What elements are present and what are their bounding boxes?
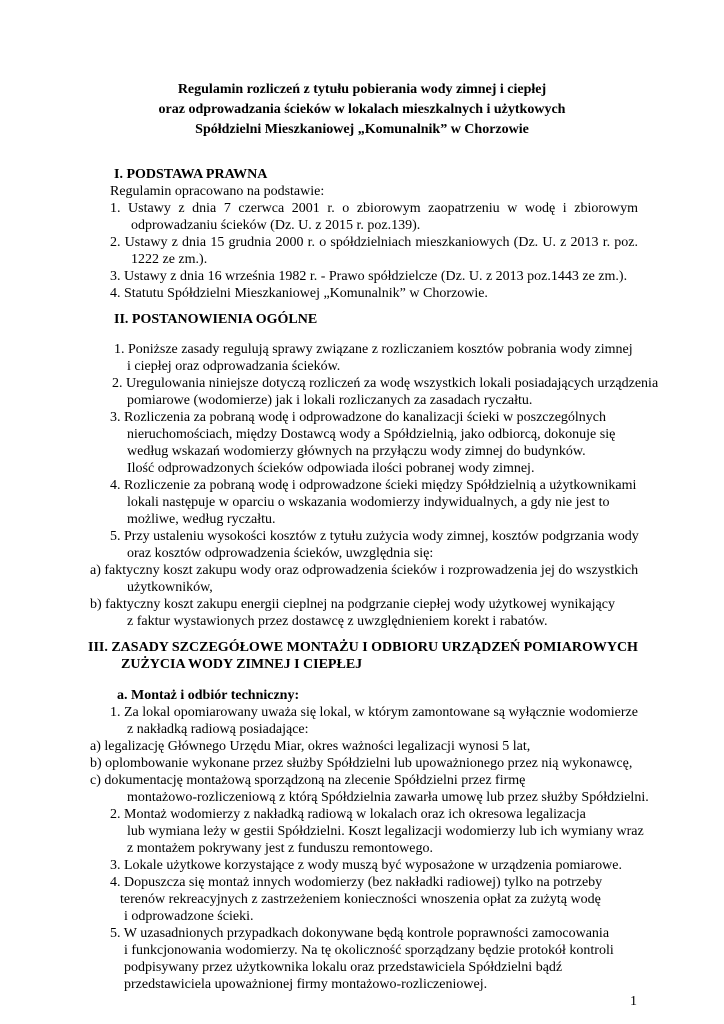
- s2-item-5b-line-1: b) faktyczny koszt zakupu energii cieplnej na podgrzanie ciepłej wody użytkowej wynikający: [90, 597, 615, 612]
- section-1-heading: I. PODSTAWA PRAWNA: [114, 167, 268, 182]
- s2-item-2-line-2: pomiarowe (wodomierze) jak i lokali rozliczanych za zasadach ryczałtu.: [127, 393, 533, 408]
- s3-item-2-line-3: z montażem pokrywany jest z funduszu remontowego.: [127, 841, 433, 856]
- s2-item-3-line-3: według wskazań wodomierzy głównych na przyłączu wody zimnej do budynków.: [127, 444, 586, 459]
- s1-item-4: 4. Statutu Spółdzielni Mieszkaniowej „Komunalnik” w Chorzowie.: [110, 286, 488, 301]
- s3-item-4-line-1: 4. Dopuszcza się montaż innych wodomierzy (bez nakładki radiowej) tylko na potrzeby: [110, 875, 603, 890]
- page-number: 1: [630, 994, 637, 1009]
- s2-item-1-line-1: 1. Poniższe zasady regulują sprawy związane z rozliczaniem kosztów pobrania wody zimnej: [114, 342, 633, 357]
- s1-item-1-line-2: odprowadzaniu ścieków (Dz. U. z 2015 r. poz.139).: [131, 218, 421, 233]
- s3-item-1a: a) legalizację Głównego Urzędu Miar, okres ważności legalizacji wynosi 5 lat,: [90, 739, 531, 754]
- s2-item-5a-line-2: użytkowników,: [127, 580, 213, 595]
- s3-item-5-line-1: 5. W uzasadnionych przypadkach dokonywane będą kontrole poprawności zamocowania: [110, 926, 610, 941]
- s3-item-5-line-3: podpisywany przez użytkownika lokalu oraz przedstawiciela Spółdzielni bądź: [124, 960, 563, 975]
- s2-item-2-line-1: 2. Uregulowania niniejsze dotyczą rozliczeń za wodę wszystkich lokali posiadających urządzenia: [112, 376, 659, 391]
- s3-item-5-line-4: przedstawiciela upoważnionej firmy montażowo-rozliczeniowej.: [124, 977, 488, 992]
- s1-item-2-line-1: 2. Ustawy z dnia 15 grudnia 2000 r. o spółdzielniach mieszkaniowych (Dz. U. z 2013 r. poz.: [110, 235, 638, 250]
- s1-item-3: 3. Ustawy z dnia 16 września 1982 r. - Prawo spółdzielcze (Dz. U. z 2013 poz.1443 ze zm.).: [110, 269, 628, 284]
- s3-item-3: 3. Lokale użytkowe korzystające z wody muszą być wyposażone w urządzenia pomiarowe.: [110, 858, 622, 873]
- s3-item-4-line-2: terenów rekreacyjnych z zastrzeżeniem konieczności wnoszenia opłat za zużytą wodę: [120, 892, 601, 907]
- s2-item-5a-line-1: a) faktyczny koszt zakupu wody oraz odprowadzenia ścieków i rozprowadzenia jej do wszystkich: [90, 563, 639, 578]
- doc-title-line-3: Spółdzielni Mieszkaniowej „Komunalnik” w Chorzowie: [195, 122, 529, 137]
- s3-item-1b: b) oplombowanie wykonane przez służby Spółdzielni lub upoważnionego przez nią wykonawcę,: [90, 756, 633, 771]
- section-3-heading-line-2: ZUŻYCIA WODY ZIMNEJ I CIEPŁEJ: [121, 657, 363, 672]
- s2-item-5-line-2: oraz kosztów odprowadzenia ścieków, uwzględnia się:: [127, 546, 434, 561]
- section-3-subheading: a. Montaż i odbiór techniczny:: [117, 688, 300, 703]
- s3-item-2-line-1: 2. Montaż wodomierzy z nakładką radiową w lokalach oraz ich okresowa legalizacja: [110, 807, 586, 822]
- s3-item-1-line-1: 1. Za lokal opomiarowany uważa się lokal, w którym zamontowane są wyłącznie wodomierze: [110, 705, 638, 720]
- section-3-heading-line-1: III. ZASADY SZCZEGÓŁOWE MONTAŻU I ODBIORU URZĄDZEŃ POMIAROWYCH: [88, 640, 638, 655]
- s2-item-3-line-4: Ilość odprowadzonych ścieków odpowiada ilości pobranej wody zimnej.: [127, 461, 535, 476]
- s3-item-1-line-2: z nakładką radiową posiadające:: [127, 722, 309, 737]
- s2-item-4-line-2: lokali następuje w oparciu o wskazania wodomierzy indywidualnych, a gdy nie jest to: [127, 495, 610, 510]
- s2-item-5b-line-2: z faktur wystawionych przez dostawcę z uwzględnieniem korekt i rabatów.: [127, 614, 548, 629]
- doc-title-line-1: Regulamin rozliczeń z tytułu pobierania wody zimnej i ciepłej: [177, 82, 547, 97]
- s3-item-1c-line-2: montażowo-rozliczeniową z którą Spółdzielnia zawarła umowę lub przez służby Spółdzielni.: [127, 790, 649, 805]
- s2-item-3-line-2: nieruchomościach, między Dostawcą wody a Spółdzielnią, jako odbiorcą, dokonuje się: [127, 427, 616, 442]
- s2-item-4-line-1: 4. Rozliczenie za pobraną wodę i odprowadzone ścieki między Spółdzielnią a użytkownikami: [110, 478, 637, 493]
- section-2-heading: II. POSTANOWIENIA OGÓLNE: [114, 312, 318, 327]
- s3-item-2-line-2: lub wymiana leży w gestii Spółdzielni. Koszt legalizacji wodomierzy lub ich wymiany wraz: [127, 824, 644, 839]
- s3-item-5-line-2: i funkcjonowania wodomierzy. Na tę okoliczność sporządzany będzie protokół kontroli: [124, 943, 614, 958]
- s2-item-1-line-2: i ciepłej oraz odprowadzania ścieków.: [127, 359, 341, 374]
- s2-item-4-line-3: możliwe, według ryczałtu.: [127, 512, 276, 527]
- section-1-intro: Regulamin opracowano na podstawie:: [110, 184, 325, 199]
- s1-item-1-line-1: 1. Ustawy z dnia 7 czerwca 2001 r. o zbiorowym zaopatrzeniu w wodę i zbiorowym: [110, 201, 638, 216]
- s3-item-4-line-3: i odprowadzone ścieki.: [124, 909, 254, 924]
- s1-item-2-line-2: 1222 ze zm.).: [131, 252, 208, 267]
- s3-item-1c-line-1: c) dokumentację montażową sporządzoną na zlecenie Spółdzielni przez firmę: [90, 773, 526, 788]
- s2-item-3-line-1: 3. Rozliczenia za pobraną wodę i odprowadzone do kanalizacji ścieki w poszczególnych: [110, 410, 607, 425]
- s2-item-5-line-1: 5. Przy ustaleniu wysokości kosztów z tytułu zużycia wody zimnej, kosztów podgrzania wody: [110, 529, 639, 544]
- doc-title-line-2: oraz odprowadzania ścieków w lokalach mieszkalnych i użytkowych: [158, 102, 566, 117]
